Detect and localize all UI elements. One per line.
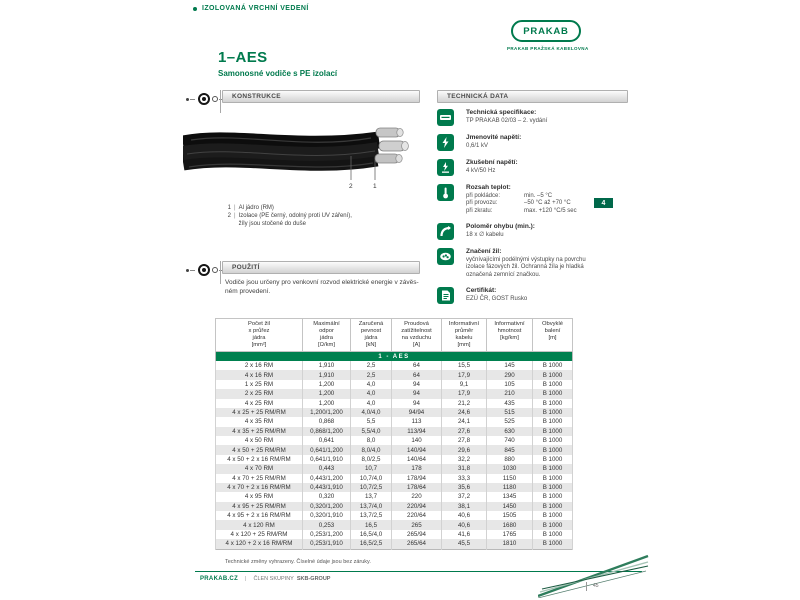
footnote: Technické změny vyhrazeny. Číselné údaje jsou bez záruky. xyxy=(225,559,371,565)
table-cell: 140/94 xyxy=(392,445,442,454)
page-title: 1–AES xyxy=(218,49,268,66)
column-header: Proudová zatížitelnost na vzduchu [A] xyxy=(392,319,442,352)
legend-item: 1 | Al jádro (RM) xyxy=(227,205,274,211)
table-cell: B 1000 xyxy=(533,427,573,436)
thermometer-icon xyxy=(437,184,454,201)
table-cell: 1030 xyxy=(487,464,533,473)
bullet-icon xyxy=(193,7,197,11)
table-cell: 4 x 35 RM xyxy=(216,417,303,426)
table-cell: B 1000 xyxy=(533,464,573,473)
table-cell: B 1000 xyxy=(533,455,573,464)
spec-label: Jmenovité napětí: xyxy=(466,134,522,141)
table-cell: 220 xyxy=(392,492,442,501)
table-cell: B 1000 xyxy=(533,370,573,379)
section-konstrukce-label: KONSTRUKCE xyxy=(232,93,281,100)
table-cell: 140 xyxy=(392,436,442,445)
table-cell: 27,6 xyxy=(442,427,487,436)
bend-radius-icon xyxy=(437,223,454,240)
table-cell: 0,320 xyxy=(303,492,351,501)
footer-separator: | xyxy=(245,576,247,582)
certificate-icon xyxy=(437,287,454,304)
column-header: Zaručená pevnost jádra [kN] xyxy=(351,319,392,352)
table-cell: 4,0 xyxy=(351,389,392,398)
table-cell: 9,1 xyxy=(442,380,487,389)
table-cell: 1150 xyxy=(487,474,533,483)
logo-caption: PRAKAB PRAŽSKÁ KABELOVNA xyxy=(507,46,589,51)
table-cell: B 1000 xyxy=(533,474,573,483)
core-marking-icon xyxy=(437,248,454,265)
table-cell: 16,5/2,5 xyxy=(351,539,392,549)
spec-value: 4 kV/50 Hz xyxy=(466,167,496,174)
table-row xyxy=(216,539,573,549)
table-cell: 0,868 xyxy=(303,417,351,426)
table-cell: 38,1 xyxy=(442,502,487,511)
table-cell: 265/64 xyxy=(392,539,442,549)
table-cell: 24,1 xyxy=(442,417,487,426)
table-cell: 1505 xyxy=(487,511,533,520)
table-cell: B 1000 xyxy=(533,389,573,398)
footer-member-brand: SKB-GROUP xyxy=(296,576,331,582)
spec-item xyxy=(437,134,637,151)
callout-1: 1 xyxy=(373,183,377,190)
table-cell: 1680 xyxy=(487,520,533,529)
table-cell: 94 xyxy=(392,389,442,398)
table-cell: 17,9 xyxy=(442,389,487,398)
spec-label: Rozsah teplot: xyxy=(466,184,511,191)
table-cell: 15,5 xyxy=(442,361,487,370)
table-cell: 740 xyxy=(487,436,533,445)
table-cell: 0,868/1,200 xyxy=(303,427,351,436)
table-cell: 1,910 xyxy=(303,361,351,370)
table-cell: 5,5 xyxy=(351,417,392,426)
table-cell: 1,200 xyxy=(303,399,351,408)
table-row xyxy=(216,389,573,398)
table-cell: B 1000 xyxy=(533,445,573,454)
section-konstrukce-header xyxy=(222,90,420,103)
table-cell: 16,5 xyxy=(351,520,392,529)
table-cell: 2 x 16 RM xyxy=(216,361,303,370)
table-cell: 525 xyxy=(487,417,533,426)
table-cell: 37,2 xyxy=(442,492,487,501)
table-cell: 64 xyxy=(392,361,442,370)
table-cell: 178 xyxy=(392,464,442,473)
table-cell: 94 xyxy=(392,380,442,389)
table-cell: 40,6 xyxy=(442,520,487,529)
table-cell: 33,3 xyxy=(442,474,487,483)
table-cell: 4 x 50 + 2 x 16 RM/RM xyxy=(216,455,303,464)
table-cell: 35,6 xyxy=(442,483,487,492)
spec-label: Zkušební napětí: xyxy=(466,159,518,166)
table-row xyxy=(216,455,573,464)
table-cell: B 1000 xyxy=(533,483,573,492)
spec-value: izolace fázových žil. Ochranná žíla je hladká xyxy=(466,264,584,270)
spec-value: označená zemnící značkou. xyxy=(466,271,541,278)
table-row xyxy=(216,502,573,511)
table-cell: 1,910 xyxy=(303,370,351,379)
footer xyxy=(200,576,330,582)
section-connector-line xyxy=(220,90,221,113)
table-row xyxy=(216,492,573,501)
table-cell: 113/94 xyxy=(392,427,442,436)
table-cell: 1450 xyxy=(487,502,533,511)
table-cell: B 1000 xyxy=(533,399,573,408)
spec-item xyxy=(437,159,637,176)
table-cell: 1345 xyxy=(487,492,533,501)
table-row xyxy=(216,361,573,370)
table-row xyxy=(216,511,573,520)
table-cell: 0,443 xyxy=(303,464,351,473)
table-cell: 10,7 xyxy=(351,464,392,473)
section-pouziti-header xyxy=(222,261,420,274)
spec-value-row: při provozu: –50 °C až +70 °C xyxy=(466,200,571,206)
table-cell: 27,8 xyxy=(442,436,487,445)
table-group-band xyxy=(216,352,573,362)
table-cell: 0,443/1,910 xyxy=(303,483,351,492)
table-cell: 2 x 25 RM xyxy=(216,389,303,398)
table-cell: 0,253/1,910 xyxy=(303,539,351,549)
category-header xyxy=(193,5,309,12)
table-row xyxy=(216,464,573,473)
table-cell: 10,7/2,5 xyxy=(351,483,392,492)
table-cell: 64 xyxy=(392,370,442,379)
spec-item xyxy=(437,109,637,126)
table-cell: 4 x 70 + 25 RM/RM xyxy=(216,474,303,483)
column-header: Obvyklé balení [m] xyxy=(533,319,573,352)
footer-member-text: ČLEN SKUPINY xyxy=(253,576,294,582)
table-cell: 4 x 120 RM xyxy=(216,520,303,529)
table-header-row xyxy=(216,319,573,352)
table-cell: B 1000 xyxy=(533,492,573,501)
table-cell: B 1000 xyxy=(533,361,573,370)
table-cell: 4 x 120 + 25 RM/RM xyxy=(216,530,303,539)
table-cell: 17,9 xyxy=(442,370,487,379)
table-cell: 265/94 xyxy=(392,530,442,539)
cable-figure xyxy=(183,120,409,188)
page-number: 45 xyxy=(586,582,599,591)
table-group-label: 1 - AES xyxy=(216,352,573,362)
legend-item: 2 | Izolace (PE černý, odolný proti UV záření), žíly jsou stočené do duše xyxy=(227,213,352,227)
pouziti-text: Vodiče jsou určeny pro venkovní rozvod elektrické energie v závěs- ném provedení. xyxy=(225,279,419,295)
table-cell: B 1000 xyxy=(533,539,573,549)
table-cell: 41,6 xyxy=(442,530,487,539)
section-technicka-data-label: TECHNICKÁ DATA xyxy=(447,93,509,100)
table-cell: 4 x 120 + 2 x 16 RM/RM xyxy=(216,539,303,549)
table-cell: B 1000 xyxy=(533,511,573,520)
column-header: Informativní průměr kabelu [mm] xyxy=(442,319,487,352)
section-technicka-data-header xyxy=(437,90,628,103)
table-cell: 94/94 xyxy=(392,408,442,417)
table-cell: 1,200 xyxy=(303,389,351,398)
table-cell: 435 xyxy=(487,399,533,408)
table-cell: 4 x 35 + 25 RM/RM xyxy=(216,427,303,436)
table-cell: 94 xyxy=(392,399,442,408)
table-cell: 4 x 50 RM xyxy=(216,436,303,445)
section-pouziti-label: POUŽITÍ xyxy=(232,264,260,271)
table-cell: 13,7 xyxy=(351,492,392,501)
chapter-tab: 4 xyxy=(594,198,613,208)
table-cell: B 1000 xyxy=(533,502,573,511)
table-cell: 515 xyxy=(487,408,533,417)
table-cell: 4,0 xyxy=(351,399,392,408)
cable-legend xyxy=(225,204,352,228)
table-cell: 290 xyxy=(487,370,533,379)
table-cell: B 1000 xyxy=(533,436,573,445)
table-cell: 8,0/2,5 xyxy=(351,455,392,464)
table-cell: 29,6 xyxy=(442,445,487,454)
table-cell: 4 x 25 RM xyxy=(216,399,303,408)
spec-label: Značení žil: xyxy=(466,248,502,255)
table-cell: 0,443/1,200 xyxy=(303,474,351,483)
table-cell: 880 xyxy=(487,455,533,464)
table-cell: B 1000 xyxy=(533,417,573,426)
table-cell: 178/94 xyxy=(392,474,442,483)
category-label: IZOLOVANÁ VRCHNÍ VEDENÍ xyxy=(202,5,309,12)
table-cell: 1 x 25 RM xyxy=(216,380,303,389)
table-cell: 1180 xyxy=(487,483,533,492)
footer-site-link[interactable]: PRAKAB.CZ xyxy=(200,576,239,582)
table-cell: 178/64 xyxy=(392,483,442,492)
table-cell: 0,641/1,200 xyxy=(303,445,351,454)
table-cell: 4 x 50 + 25 RM/RM xyxy=(216,445,303,454)
callout-2: 2 xyxy=(349,183,353,190)
table-cell: 210 xyxy=(487,389,533,398)
prakab-logo xyxy=(511,20,581,42)
table-row xyxy=(216,380,573,389)
table-cell: 8,0/4,0 xyxy=(351,445,392,454)
table-cell: 16,5/4,0 xyxy=(351,530,392,539)
table-cell: 4 x 16 RM xyxy=(216,370,303,379)
table-row xyxy=(216,530,573,539)
table-cell: 2,5 xyxy=(351,370,392,379)
table-row xyxy=(216,520,573,529)
table-cell: B 1000 xyxy=(533,530,573,539)
table-cell: 265 xyxy=(392,520,442,529)
spec-value-row: při zkratu: max. +120 °C/5 sec xyxy=(466,207,577,214)
spec-value-row: při pokládce: min. –5 °C xyxy=(466,192,553,199)
table-row xyxy=(216,399,573,408)
table-cell: 31,8 xyxy=(442,464,487,473)
table-cell: 10,7/4,0 xyxy=(351,474,392,483)
spec-value: TP PRAKAB 02/03 – 2. vydání xyxy=(466,117,548,124)
section-connector-line xyxy=(220,261,221,284)
table-row xyxy=(216,427,573,436)
table-cell: 845 xyxy=(487,445,533,454)
spec-list xyxy=(437,109,637,312)
table-row xyxy=(216,370,573,379)
table-cell: 1,200/1,200 xyxy=(303,408,351,417)
logo-text: PRAKAB xyxy=(523,25,569,37)
table-cell: 13,7/2,5 xyxy=(351,511,392,520)
table-cell: 1810 xyxy=(487,539,533,549)
spec-value: 0,6/1 kV xyxy=(466,142,489,149)
table-cell: B 1000 xyxy=(533,380,573,389)
norma-badge-icon xyxy=(437,109,454,126)
table-cell: 0,641 xyxy=(303,436,351,445)
table-cell: 0,641/1,910 xyxy=(303,455,351,464)
column-header: Informativní hmotnost [kg/km] xyxy=(487,319,533,352)
swoosh-decoration xyxy=(538,552,650,598)
cable-data-table xyxy=(215,318,573,550)
table-cell: 8,0 xyxy=(351,436,392,445)
table-cell: 220/64 xyxy=(392,511,442,520)
spec-item xyxy=(437,287,637,304)
table-cell: 1765 xyxy=(487,530,533,539)
spec-label: Technická specifikace: xyxy=(466,109,537,116)
spec-item xyxy=(437,248,637,279)
table-cell: 220/94 xyxy=(392,502,442,511)
table-cell: 0,320/1,200 xyxy=(303,502,351,511)
table-cell: 4,0 xyxy=(351,380,392,389)
spec-label: Certifikát: xyxy=(466,287,497,294)
table-cell: 105 xyxy=(487,380,533,389)
table-row xyxy=(216,483,573,492)
table-row xyxy=(216,436,573,445)
table-cell: 21,2 xyxy=(442,399,487,408)
spec-value: vyčnívajícími podélnými výstupky na povrchu xyxy=(466,256,586,263)
table-cell: 4 x 95 RM xyxy=(216,492,303,501)
table-cell: B 1000 xyxy=(533,408,573,417)
table-cell: 4 x 25 + 25 RM/RM xyxy=(216,408,303,417)
table-cell: B 1000 xyxy=(533,520,573,529)
test-voltage-icon xyxy=(437,159,454,176)
table-row xyxy=(216,474,573,483)
spec-label: Poloměr ohybu (min.): xyxy=(466,223,535,230)
table-row xyxy=(216,445,573,454)
table-row xyxy=(216,408,573,417)
table-cell: 0,253/1,200 xyxy=(303,530,351,539)
table-row xyxy=(216,417,573,426)
table-cell: 4 x 95 + 2 x 16 RM/RM xyxy=(216,511,303,520)
table-cell: 4,0/4,0 xyxy=(351,408,392,417)
table-cell: 0,320/1,910 xyxy=(303,511,351,520)
spec-item xyxy=(437,223,637,240)
table-cell: 140/64 xyxy=(392,455,442,464)
table-cell: 4 x 70 RM xyxy=(216,464,303,473)
table-cell: 40,6 xyxy=(442,511,487,520)
table-cell: 5,5/4,0 xyxy=(351,427,392,436)
table-cell: 32,2 xyxy=(442,455,487,464)
page-subtitle: Samonosné vodiče s PE izolací xyxy=(218,69,338,78)
table-cell: 24,6 xyxy=(442,408,487,417)
table-body xyxy=(216,361,573,549)
table-cell: 45,5 xyxy=(442,539,487,549)
spec-value: 18 x ∅ kabelu xyxy=(466,231,504,238)
table-cell: 13,7/4,0 xyxy=(351,502,392,511)
table-cell: 2,5 xyxy=(351,361,392,370)
rated-voltage-icon xyxy=(437,134,454,151)
table-cell: 113 xyxy=(392,417,442,426)
table-cell: 1,200 xyxy=(303,380,351,389)
table-cell: 145 xyxy=(487,361,533,370)
column-header: Maximální odpor jádra [Ω/km] xyxy=(303,319,351,352)
table-cell: 4 x 95 + 25 RM/RM xyxy=(216,502,303,511)
spec-value: EZÚ ČR, GOST Rusko xyxy=(466,295,528,302)
column-header: Počet žil x průřez jádra [mm²] xyxy=(216,319,303,352)
table-cell: 4 x 70 + 2 x 16 RM/RM xyxy=(216,483,303,492)
table-cell: 630 xyxy=(487,427,533,436)
table-cell: 0,253 xyxy=(303,520,351,529)
